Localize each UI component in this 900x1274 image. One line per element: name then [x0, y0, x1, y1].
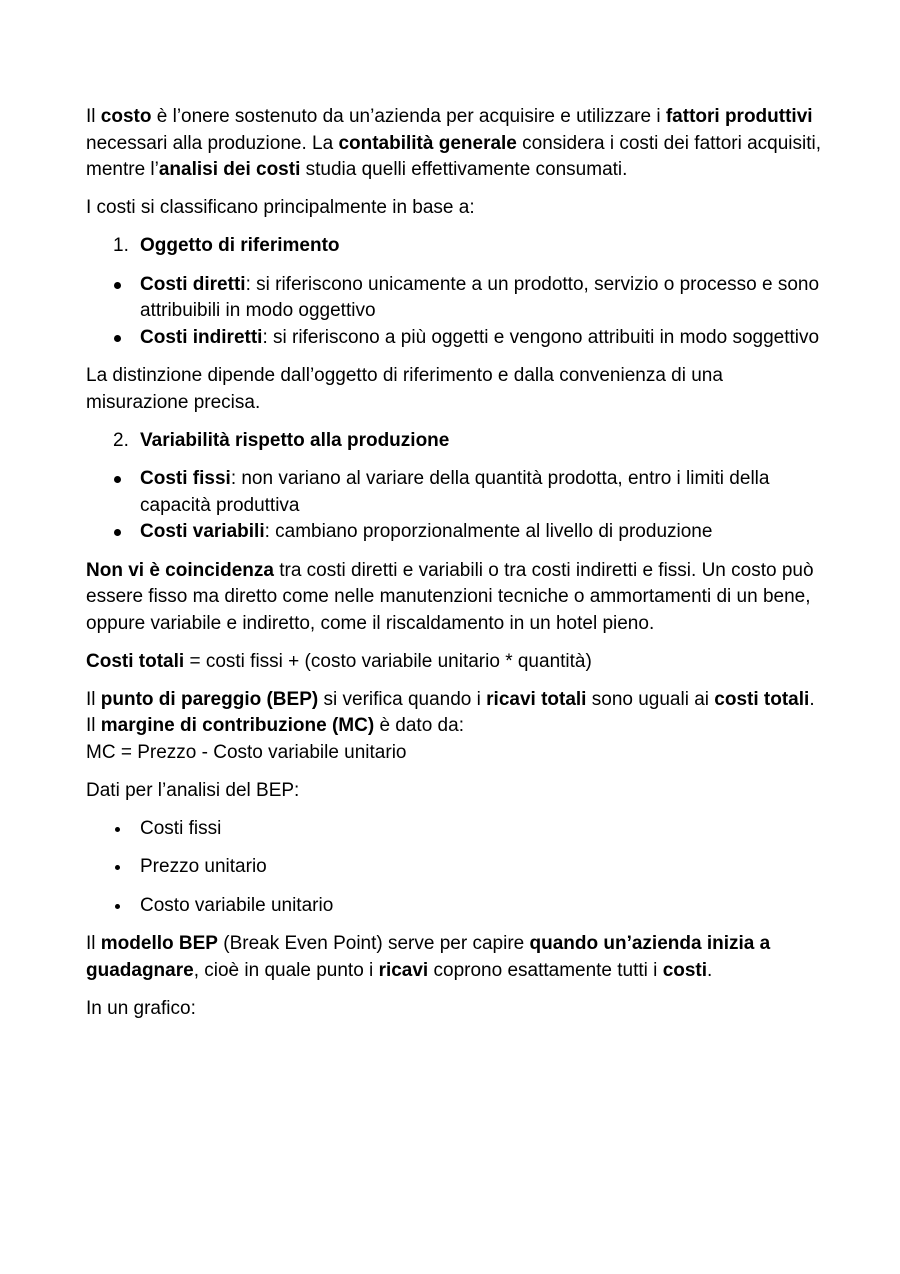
bep-data-list	[86, 816, 826, 920]
section-2-heading: 2. Variabilità rispetto alla produzione	[113, 429, 450, 451]
list-item: Costi fissi	[86, 816, 826, 843]
list-item: Costi fissi: non variano al variare della quantità prodotta, entro i limiti della capacità produttiva	[86, 466, 826, 519]
document-page	[86, 104, 826, 1034]
classification-intro: I costi si classificano principalmente in base a:	[86, 197, 475, 218]
list-item: Prezzo unitario	[86, 854, 826, 881]
section-1-heading: 1. Oggetto di riferimento	[113, 235, 340, 256]
list-item: Costi diretti: si riferiscono unicamente a un prodotto, servizio o processo e sono attribuibili in modo oggettivo	[86, 272, 826, 325]
section-1-list	[86, 272, 826, 352]
intro-paragraph: Il costo è l’onere sostenuto da un’azienda per acquisire e utilizzare i fattori produttivi necessari alla produzione. La contabilità generale considera i costi dei fattori acquisiti, mentre l’analisi dei costi studia quelli effettivamente consumati.	[86, 106, 822, 180]
chart-intro: In un grafico:	[86, 997, 196, 1019]
list-item: Costi indiretti: si riferiscono a più oggetti e vengono attribuiti in modo soggettivo	[86, 325, 826, 352]
section-2-list	[86, 466, 826, 546]
coincidence-paragraph: Non vi è coincidenza tra costi diretti e variabili o tra costi indiretti e fissi. Un costo può essere fisso ma diretto come nelle manutenzioni tecniche o ammortamenti di un bene, oppure variabile e indiretto, come il riscaldamento in un hotel pieno.	[86, 559, 814, 634]
distinction-paragraph: La distinzione dipende dall’oggetto di riferimento e dalla convenienza di una misurazione precisa.	[86, 365, 723, 413]
list-item: Costo variabile unitario	[86, 893, 826, 920]
bep-definition-paragraph: Il punto di pareggio (BEP) si verifica quando i ricavi totali sono uguali ai costi totali. Il margine di contribuzione (MC) è dato da: MC = Prezzo - Costo variabile unitario	[86, 688, 815, 763]
bep-data-intro: Dati per l’analisi del BEP:	[86, 779, 300, 801]
list-item: Costi variabili: cambiano proporzionalmente al livello di produzione	[86, 519, 826, 546]
total-cost-formula: Costi totali = costi fissi + (costo variabile unitario * quantità)	[86, 650, 592, 672]
bep-model-paragraph: Il modello BEP (Break Even Point) serve per capire quando un’azienda inizia a guadagnare, cioè in quale punto i ricavi coprono esattamente tutti i costi.	[86, 933, 771, 981]
